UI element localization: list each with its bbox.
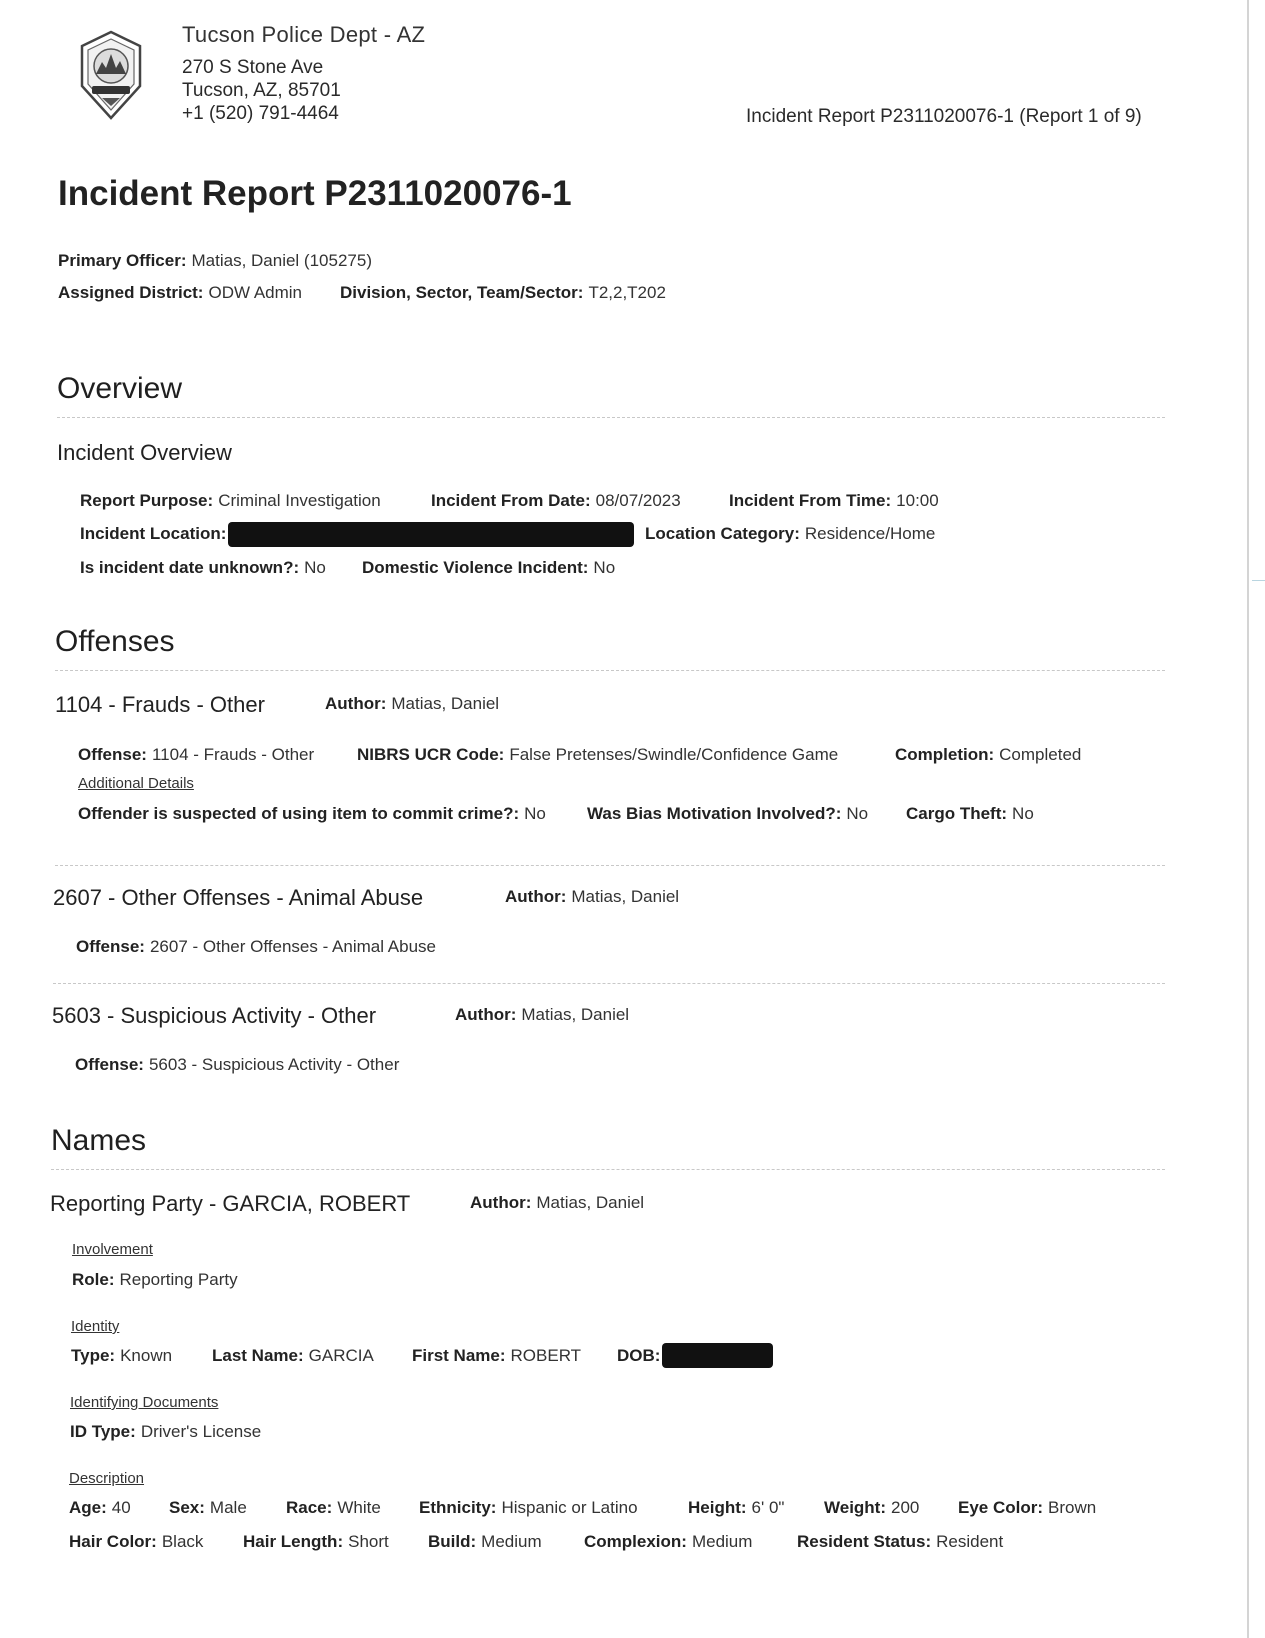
eye-color-label: Eye Color: xyxy=(958,1498,1044,1517)
hair-length-field xyxy=(243,1532,389,1552)
agency-name: Tucson Police Dept - AZ xyxy=(182,22,426,47)
suspected-label: Offender is suspected of using item to commit crime?: xyxy=(78,804,520,823)
race-field xyxy=(286,1498,381,1518)
from-date-label: Incident From Date: xyxy=(431,491,591,510)
identity-heading: Identity xyxy=(71,1318,120,1335)
offense-value: 1104 - Frauds - Other xyxy=(151,745,315,764)
eye-color-value: Brown xyxy=(1048,1498,1097,1517)
agency-address-line2: Tucson, AZ, 85701 xyxy=(182,80,341,101)
author-value: Matias, Daniel xyxy=(536,1193,645,1212)
offense-field xyxy=(78,745,314,765)
bias-label: Was Bias Motivation Involved?: xyxy=(587,804,842,823)
overview-heading: Overview xyxy=(57,372,183,405)
additional-details-heading: Additional Details xyxy=(78,775,194,792)
sex-label: Sex: xyxy=(169,1498,205,1517)
first-name-value: ROBERT xyxy=(510,1346,582,1365)
suspected-field xyxy=(78,804,546,824)
completion-label: Completion: xyxy=(895,745,995,764)
type-label: Type: xyxy=(71,1346,116,1365)
report-purpose-label: Report Purpose: xyxy=(80,491,214,510)
hair-length-value: Short xyxy=(348,1532,389,1551)
ethnicity-value: Hispanic or Latino xyxy=(501,1498,638,1517)
ethnicity-label: Ethnicity: xyxy=(419,1498,497,1517)
last-name-value: GARCIA xyxy=(308,1346,374,1365)
offense-author-field xyxy=(455,1005,629,1025)
height-value: 6' 0" xyxy=(751,1498,785,1517)
cargo-theft-field xyxy=(906,804,1034,824)
scan-edge-mark xyxy=(1252,580,1265,581)
offense-field xyxy=(75,1055,399,1075)
identifying-documents-heading: Identifying Documents xyxy=(70,1394,219,1411)
age-field xyxy=(69,1498,131,1518)
offense-divider xyxy=(55,865,1165,866)
agency-phone: +1 (520) 791-4464 xyxy=(182,103,339,124)
nibrs-label: NIBRS UCR Code: xyxy=(357,745,505,764)
from-time-label: Incident From Time: xyxy=(729,491,892,510)
division-field xyxy=(340,283,666,303)
section-divider xyxy=(55,670,1165,671)
redaction-bar xyxy=(662,1343,773,1368)
primary-officer-label: Primary Officer: xyxy=(58,251,187,270)
suspected-value: No xyxy=(524,804,546,823)
page-title: Incident Report P2311020076-1 xyxy=(58,174,572,213)
description-heading: Description xyxy=(69,1470,145,1487)
offense-title: 2607 - Other Offenses - Animal Abuse xyxy=(53,885,424,910)
type-field xyxy=(71,1346,172,1366)
cargo-theft-label: Cargo Theft: xyxy=(906,804,1008,823)
nibrs-value: False Pretenses/Swindle/Confidence Game xyxy=(509,745,839,764)
incident-location-label: Incident Location: xyxy=(80,524,227,543)
id-type-label: ID Type: xyxy=(70,1422,136,1441)
assigned-district-value: ODW Admin xyxy=(208,283,303,302)
offense-label: Offense: xyxy=(76,937,145,956)
build-label: Build: xyxy=(428,1532,477,1551)
complexion-value: Medium xyxy=(691,1532,753,1551)
author-label: Author: xyxy=(505,887,567,906)
cargo-theft-value: No xyxy=(1012,804,1034,823)
type-value: Known xyxy=(120,1346,173,1365)
hair-color-field xyxy=(69,1532,203,1552)
involvement-heading: Involvement xyxy=(72,1241,153,1258)
agency-address-line1: 270 S Stone Ave xyxy=(182,57,324,78)
age-label: Age: xyxy=(69,1498,107,1517)
incident-overview-heading: Incident Overview xyxy=(57,440,232,465)
build-field xyxy=(428,1532,542,1552)
dob-field xyxy=(617,1346,665,1366)
bias-value: No xyxy=(846,804,869,823)
completion-field xyxy=(895,745,1081,765)
dob-label: DOB: xyxy=(617,1346,661,1365)
author-label: Author: xyxy=(470,1193,532,1212)
date-unknown-label: Is incident date unknown?: xyxy=(80,558,300,577)
date-unknown-field xyxy=(80,558,326,578)
first-name-label: First Name: xyxy=(412,1346,506,1365)
role-value: Reporting Party xyxy=(119,1270,238,1289)
race-label: Race: xyxy=(286,1498,333,1517)
resident-status-field xyxy=(797,1532,1003,1552)
weight-field xyxy=(824,1498,919,1518)
from-time-value: 10:00 xyxy=(896,491,939,510)
height-label: Height: xyxy=(688,1498,747,1517)
age-value: 40 xyxy=(111,1498,131,1517)
sex-value: Male xyxy=(209,1498,247,1517)
completion-value: Completed xyxy=(999,745,1082,764)
offense-value: 2607 - Other Offenses - Animal Abuse xyxy=(149,937,436,956)
party-author-field xyxy=(470,1193,644,1213)
offense-label: Offense: xyxy=(78,745,147,764)
report-purpose-value: Criminal Investigation xyxy=(218,491,381,510)
complexion-label: Complexion: xyxy=(584,1532,687,1551)
offense-title: 5603 - Suspicious Activity - Other xyxy=(52,1003,377,1028)
id-type-field xyxy=(70,1422,261,1442)
from-time-field xyxy=(729,491,939,511)
report-purpose-field xyxy=(80,491,381,511)
ethnicity-field xyxy=(419,1498,638,1518)
sex-field xyxy=(169,1498,247,1518)
date-unknown-value: No xyxy=(304,558,326,577)
hair-color-value: Black xyxy=(161,1532,204,1551)
location-category-field xyxy=(645,524,935,544)
report-tag: Incident Report P2311020076-1 (Report 1 of 9) xyxy=(746,106,1142,127)
location-category-value: Residence/Home xyxy=(804,524,936,543)
offense-label: Offense: xyxy=(75,1055,144,1074)
last-name-field xyxy=(212,1346,374,1366)
author-value: Matias, Daniel xyxy=(521,1005,630,1024)
eye-color-field xyxy=(958,1498,1096,1518)
primary-officer-value: Matias, Daniel (105275) xyxy=(191,251,372,270)
build-value: Medium xyxy=(481,1532,542,1551)
section-divider xyxy=(57,417,1165,418)
hair-length-label: Hair Length: xyxy=(243,1532,344,1551)
offense-divider xyxy=(53,983,1165,984)
race-value: White xyxy=(337,1498,381,1517)
from-date-field xyxy=(431,491,681,511)
offense-author-field xyxy=(325,694,499,714)
offense-author-field xyxy=(505,887,679,907)
height-field xyxy=(688,1498,784,1518)
first-name-field xyxy=(412,1346,581,1366)
offense-title: 1104 - Frauds - Other xyxy=(55,692,265,717)
bias-field xyxy=(587,804,868,824)
police-badge-icon xyxy=(76,30,146,122)
party-title: Reporting Party - GARCIA, ROBERT xyxy=(50,1191,411,1216)
offense-field xyxy=(76,937,436,957)
assigned-district-label: Assigned District: xyxy=(58,283,204,302)
from-date-value: 08/07/2023 xyxy=(595,491,681,510)
role-field xyxy=(72,1270,238,1290)
complexion-field xyxy=(584,1532,752,1552)
offense-value: 5603 - Suspicious Activity - Other xyxy=(148,1055,400,1074)
incident-location-field xyxy=(80,524,231,544)
offenses-heading: Offenses xyxy=(55,625,175,658)
weight-value: 200 xyxy=(891,1498,920,1517)
division-label: Division, Sector, Team/Sector: xyxy=(340,283,584,302)
author-label: Author: xyxy=(455,1005,517,1024)
domestic-violence-label: Domestic Violence Incident: xyxy=(362,558,589,577)
author-value: Matias, Daniel xyxy=(571,887,680,906)
nibrs-field xyxy=(357,745,838,765)
names-heading: Names xyxy=(51,1124,147,1157)
resident-status-value: Resident xyxy=(936,1532,1004,1551)
location-category-label: Location Category: xyxy=(645,524,800,543)
id-type-value: Driver's License xyxy=(140,1422,262,1441)
author-label: Author: xyxy=(325,694,387,713)
last-name-label: Last Name: xyxy=(212,1346,304,1365)
domestic-violence-field xyxy=(362,558,615,578)
section-divider xyxy=(51,1169,1165,1170)
role-label: Role: xyxy=(72,1270,115,1289)
assigned-district-field xyxy=(58,283,302,303)
author-value: Matias, Daniel xyxy=(391,694,500,713)
division-value: T2,2,T202 xyxy=(588,283,666,302)
weight-label: Weight: xyxy=(824,1498,887,1517)
scan-page-edge xyxy=(1247,0,1249,1638)
resident-status-label: Resident Status: xyxy=(797,1532,932,1551)
domestic-violence-value: No xyxy=(593,558,616,577)
redaction-bar xyxy=(228,522,634,547)
hair-color-label: Hair Color: xyxy=(69,1532,157,1551)
primary-officer-field xyxy=(58,251,372,271)
